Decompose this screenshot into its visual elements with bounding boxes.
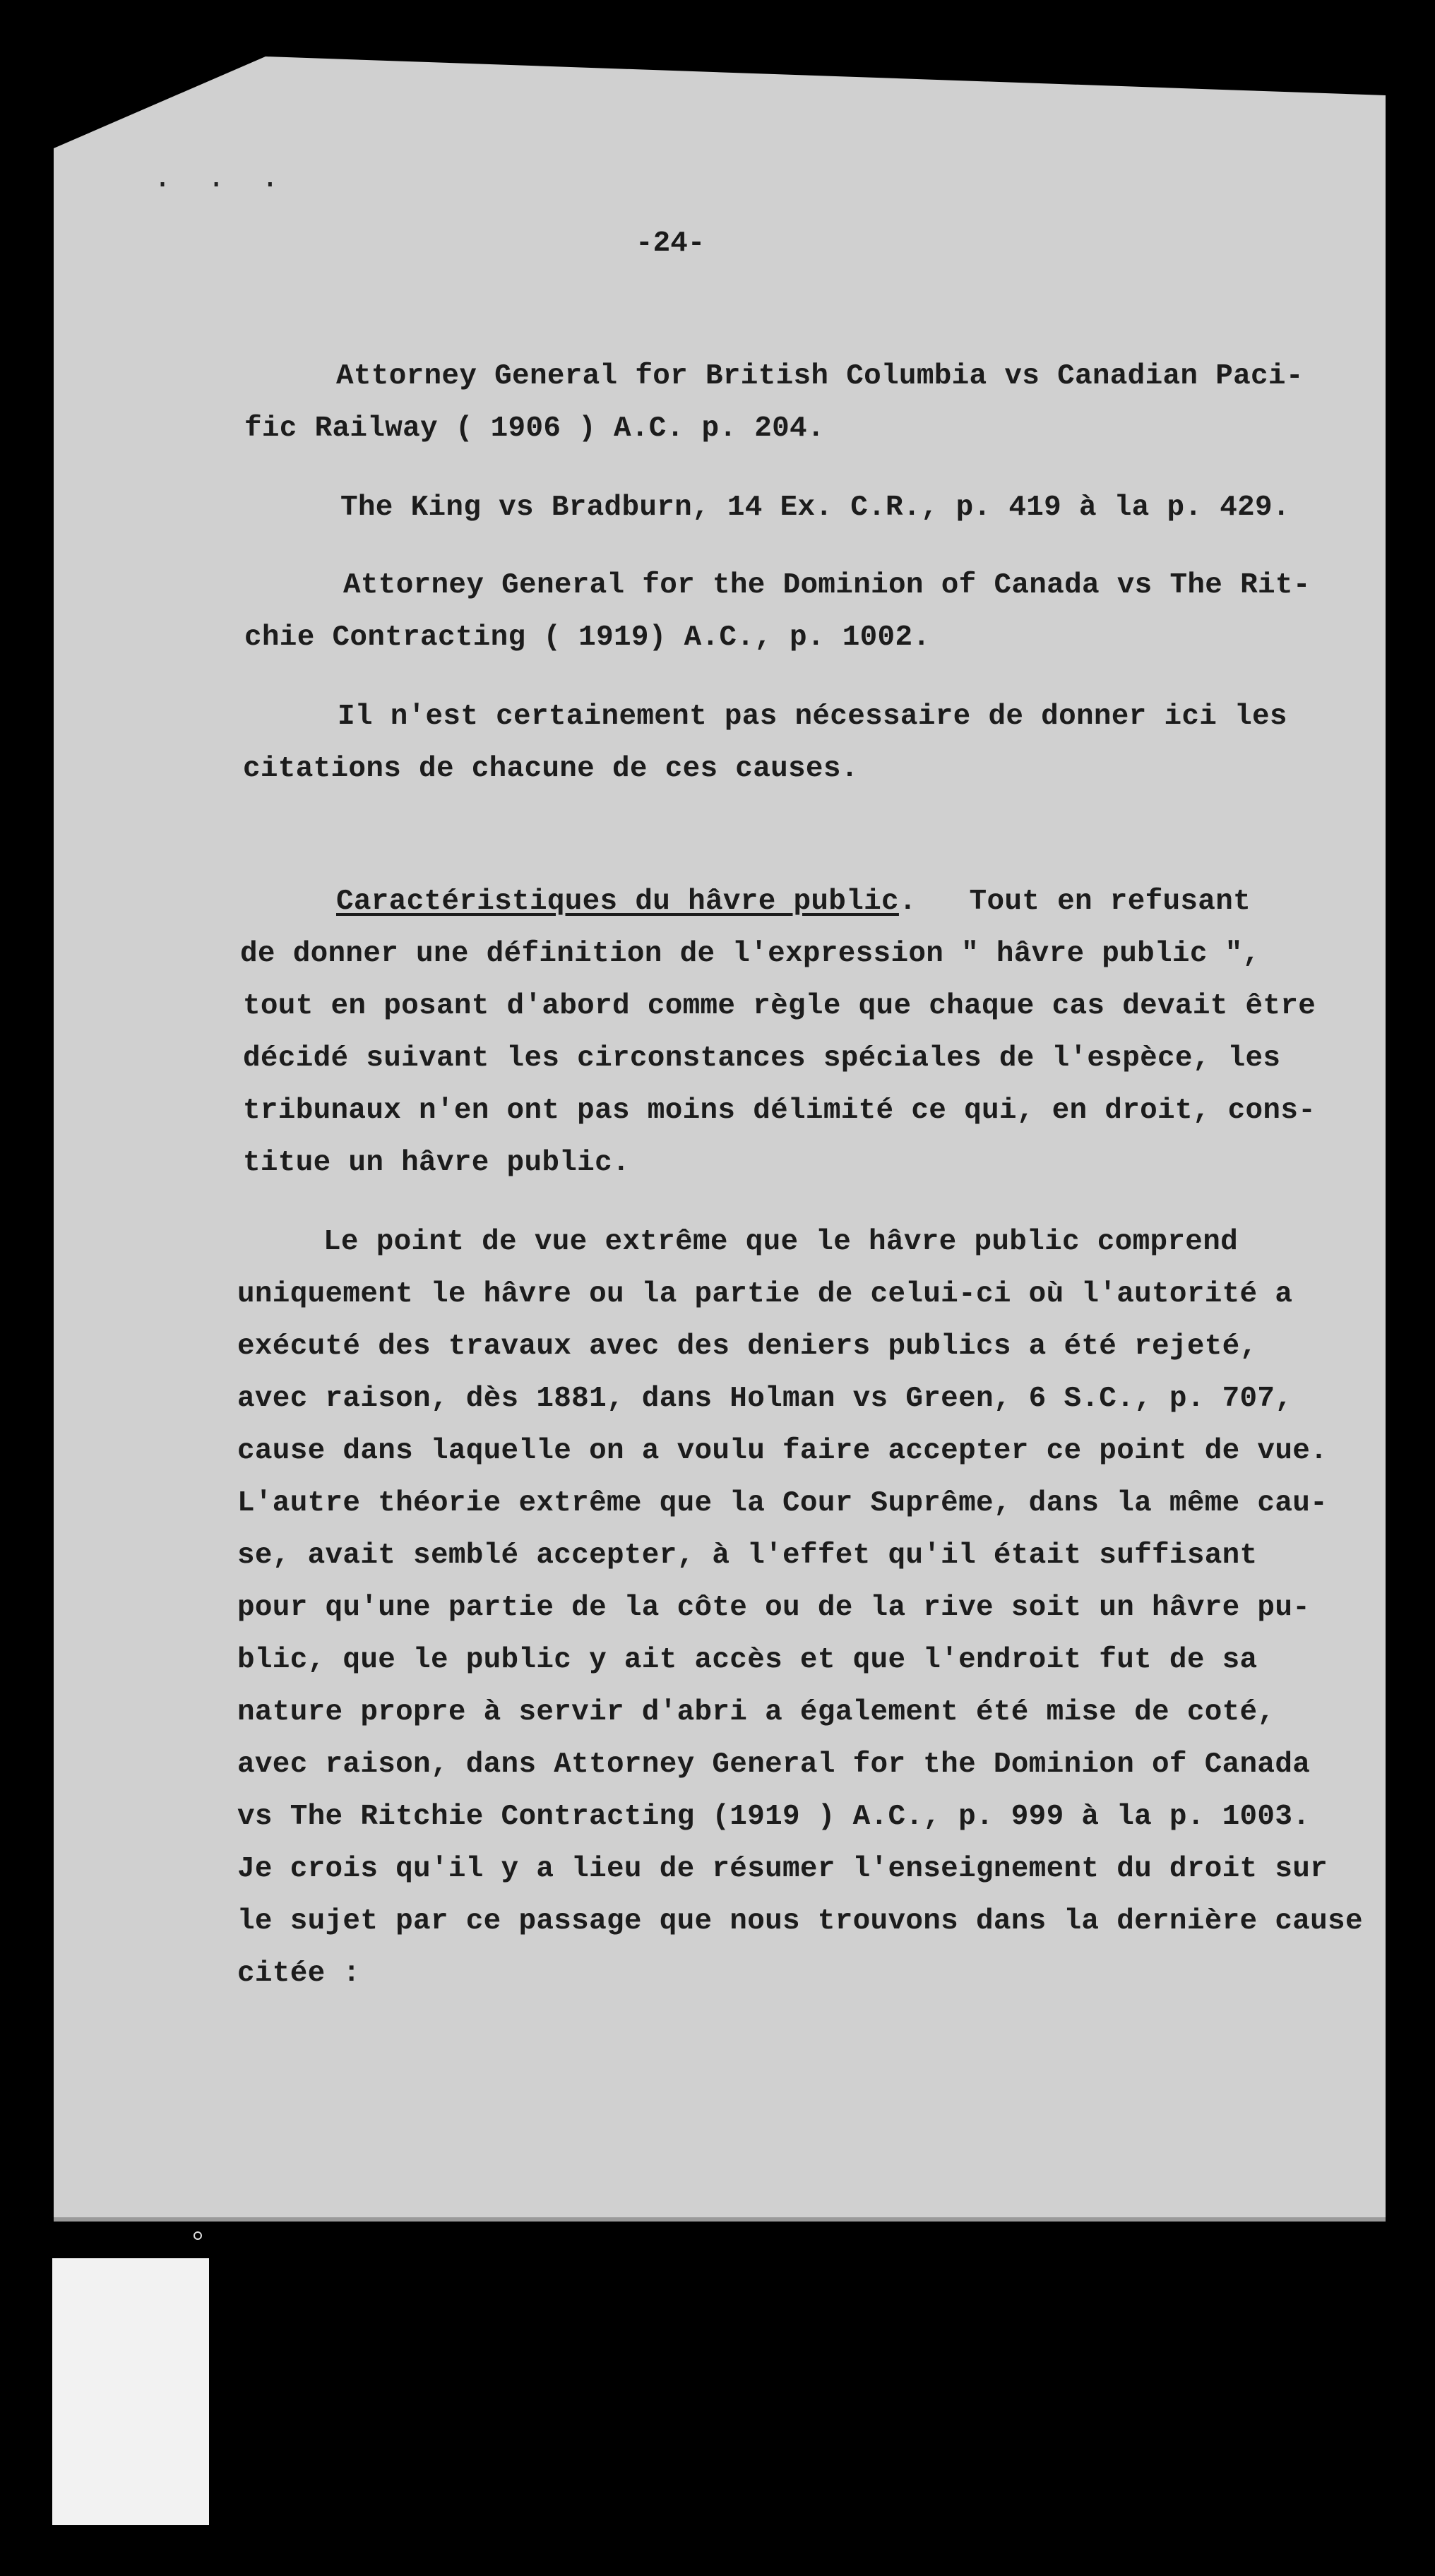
characteristics-line-6: titue un hâvre public. (243, 1147, 630, 1179)
extreme-views-line-13: Je crois qu'il y a lieu de résumer l'enseignement du droit sur (237, 1853, 1328, 1885)
extreme-views-line-8: pour qu'une partie de la côte ou de la rive soit un hâvre pu- (237, 1592, 1311, 1624)
citation-1-line-1: Attorney General for British Columbia vs Canadian Paci- (336, 360, 1304, 393)
film-speck (193, 2231, 202, 2240)
extreme-views-line-2: uniquement le hâvre ou la partie de celui-ci où l'autorité a (237, 1278, 1293, 1311)
extreme-views-line-11: avec raison, dans Attorney General for the Dominion of Canada (237, 1748, 1311, 1781)
section-heading: Caractéristiques du hâvre public (336, 886, 899, 918)
characteristics-first-line (336, 886, 1251, 918)
remark-line-1: Il n'est certainement pas nécessaire de donner ici les (338, 700, 1287, 733)
remark-line-2: citations de chacune de ces causes. (243, 753, 859, 785)
corner-specks: . . . (154, 161, 289, 193)
characteristics-line-4: décidé suivant les circonstances spéciales de l'espèce, les (243, 1042, 1281, 1075)
extreme-views-line-4: avec raison, dès 1881, dans Holman vs Green, 6 S.C., p. 707, (237, 1383, 1293, 1415)
characteristics-line-3: tout en posant d'abord comme règle que chaque cas devait être (243, 990, 1316, 1022)
page-number: -24- (636, 227, 705, 260)
extreme-views-line-1: Le point de vue extrême que le hâvre public comprend (323, 1226, 1239, 1258)
characteristics-line-5: tribunaux n'en ont pas moins délimité ce qui, en droit, cons- (243, 1095, 1316, 1127)
citation-2-line-1: The King vs Bradburn, 14 Ex. C.R., p. 419 à la p. 429. (340, 491, 1290, 524)
extreme-views-line-9: blic, que le public y ait accès et que l'endroit fut de sa (237, 1644, 1258, 1676)
extreme-views-line-10: nature propre à servir d'abri a également été mise de coté, (237, 1696, 1275, 1729)
characteristics-first-line-rest: . Tout en refusant (898, 886, 1251, 918)
citation-1-line-2: fic Railway ( 1906 ) A.C. p. 204. (244, 412, 825, 445)
extreme-views-line-12: vs The Ritchie Contracting (1919 ) A.C., p. 999 à la p. 1003. (237, 1801, 1311, 1833)
characteristics-line-2: de donner une définition de l'expression " hâvre public ", (240, 938, 1261, 970)
citation-3-line-1: Attorney General for the Dominion of Canada vs The Rit- (343, 569, 1311, 602)
extreme-views-line-7: se, avait semblé accepter, à l'effet qu'il était suffisant (237, 1539, 1258, 1572)
extreme-views-line-5: cause dans laquelle on a voulu faire accepter ce point de vue. (237, 1435, 1328, 1467)
citation-3-line-2: chie Contracting ( 1919) A.C., p. 1002. (244, 621, 931, 654)
extreme-views-line-6: L'autre théorie extrême que la Cour Suprême, dans la même cau- (237, 1487, 1328, 1520)
extreme-views-line-15: citée : (237, 1957, 361, 1990)
microfilm-target-card (52, 2258, 209, 2525)
extreme-views-line-3: exécuté des travaux avec des deniers publics a été rejeté, (237, 1330, 1258, 1363)
extreme-views-line-14: le sujet par ce passage que nous trouvons dans la dernière cause (237, 1905, 1363, 1938)
paper-bottom-edge (54, 2217, 1386, 2222)
